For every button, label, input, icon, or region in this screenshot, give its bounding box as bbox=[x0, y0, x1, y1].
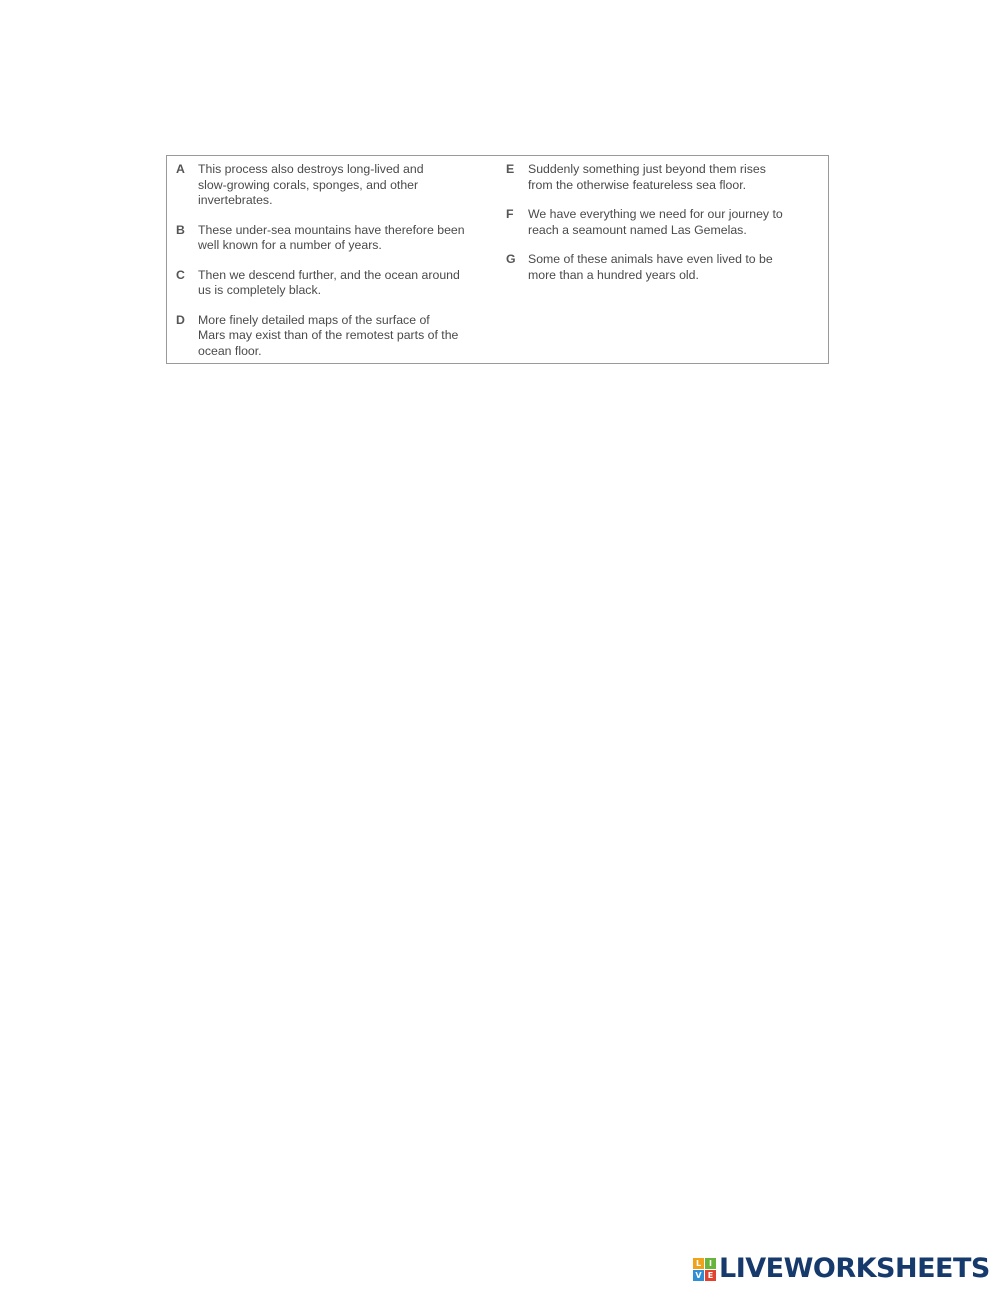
option-letter: E bbox=[506, 162, 515, 176]
logo-square-l: L bbox=[693, 1258, 704, 1269]
option-text-line: Then we descend further, and the ocean around bbox=[198, 267, 460, 282]
option-g bbox=[506, 252, 821, 283]
option-text-line: slow-growing corals, sponges, and other bbox=[198, 177, 419, 192]
option-text-line: This process also destroys long-lived and bbox=[198, 162, 424, 176]
option-text-line: more than a hundred years old. bbox=[528, 267, 699, 282]
option-letter: A bbox=[176, 162, 185, 176]
option-d bbox=[176, 313, 496, 360]
logo-square-e: E bbox=[705, 1270, 716, 1281]
option-text-line: invertebrates. bbox=[198, 193, 273, 207]
liveworksheets-logo-icon bbox=[693, 1258, 716, 1281]
option-letter: B bbox=[176, 222, 185, 237]
options-box bbox=[166, 155, 829, 364]
option-letter: C bbox=[176, 267, 185, 282]
option-text-line: well known for a number of years. bbox=[198, 238, 382, 252]
logo-square-v: V bbox=[693, 1270, 704, 1281]
liveworksheets-wordmark: LIVEWORKSHEETS bbox=[719, 1253, 990, 1284]
option-text-line: ocean floor. bbox=[198, 343, 262, 358]
liveworksheets-brand bbox=[693, 1253, 990, 1284]
option-b bbox=[176, 223, 496, 254]
option-e bbox=[506, 162, 821, 193]
option-a bbox=[176, 162, 496, 209]
option-letter: F bbox=[506, 207, 514, 221]
logo-square-i: I bbox=[705, 1258, 716, 1269]
option-text-line: us is completely black. bbox=[198, 283, 322, 297]
option-text-line: from the otherwise featureless sea floor. bbox=[528, 177, 747, 192]
option-text-line: Suddenly something just beyond them rises bbox=[528, 162, 766, 176]
option-letter: D bbox=[176, 312, 185, 327]
option-letter: G bbox=[506, 252, 516, 266]
option-text-line: Some of these animals have even lived to be bbox=[528, 252, 773, 266]
option-c bbox=[176, 268, 496, 299]
options-column-left bbox=[176, 162, 496, 373]
option-text-line: More finely detailed maps of the surface of bbox=[198, 312, 430, 327]
option-text-line: reach a seamount named Las Gemelas. bbox=[528, 222, 747, 237]
option-text-line: Mars may exist than of the remotest parts of the bbox=[198, 328, 459, 342]
option-text-line: These under-sea mountains have therefore been bbox=[198, 222, 465, 237]
option-text-line: We have everything we need for our journey to bbox=[528, 207, 783, 221]
option-f bbox=[506, 207, 821, 238]
options-column-right bbox=[506, 162, 821, 297]
